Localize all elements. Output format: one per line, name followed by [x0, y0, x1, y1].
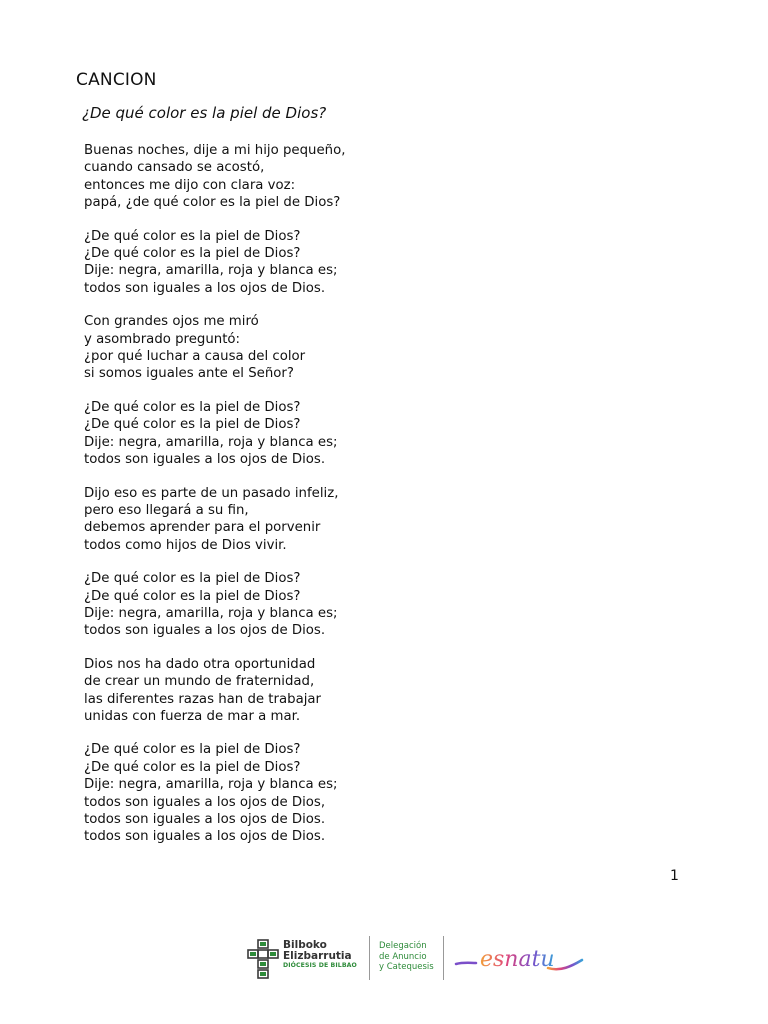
- esnatu-wordmark: esnatu: [480, 947, 555, 972]
- song-title: ¿De qué color es la piel de Dios?: [82, 104, 327, 122]
- lyric-line: ¿De qué color es la piel de Dios?: [84, 742, 301, 758]
- diocese-name: [283, 940, 357, 970]
- lyric-line: ¿De qué color es la piel de Dios?: [84, 228, 301, 244]
- lyric-line: todos son iguales a los ojos de Dios.: [84, 623, 326, 639]
- lyric-line: todos son iguales a los ojos de Dios.: [84, 452, 326, 468]
- delegation-line3: y Catequesis: [379, 962, 434, 972]
- page-heading: CANCION: [76, 70, 157, 90]
- lyric-line: ¿De qué color es la piel de Dios?: [84, 399, 301, 415]
- lyric-line: y asombrado preguntó:: [84, 331, 241, 347]
- lyric-line: ¿De qué color es la piel de Dios?: [84, 571, 301, 587]
- lyric-line: ¿por qué luchar a causa del color: [84, 349, 306, 365]
- lyric-line: todos son iguales a los ojos de Dios.: [84, 280, 326, 296]
- stanza: [84, 228, 504, 298]
- lyrics-body: [84, 142, 504, 862]
- stanza: [84, 570, 504, 640]
- footer-divider: [369, 936, 370, 980]
- delegation-line2: de Anuncio: [379, 951, 427, 962]
- delegation-text: [379, 941, 434, 973]
- diocese-seal-icon: [246, 938, 280, 980]
- lyric-line: papá, ¿de qué color es la piel de Dios?: [84, 195, 341, 211]
- stanza: [84, 142, 504, 212]
- lyric-line: debemos aprender para el porvenir: [84, 520, 321, 536]
- lyric-line: Dije: negra, amarilla, roja y blanca es;: [84, 263, 338, 279]
- lyric-line: si somos iguales ante el Señor?: [84, 366, 294, 382]
- stanza: [84, 485, 504, 555]
- lyric-line: unidas con fuerza de mar a mar.: [84, 708, 301, 724]
- lyric-line: ¿De qué color es la piel de Dios?: [84, 759, 301, 775]
- lyric-line: cuando cansado se acostó,: [84, 160, 265, 176]
- lyric-line: entonces me dijo con clara voz:: [84, 177, 296, 193]
- lyric-line: Buenas noches, dije a mi hijo pequeño,: [84, 143, 346, 158]
- page-number: 1: [670, 868, 679, 884]
- lyric-line: todos son iguales a los ojos de Dios.: [84, 812, 326, 827]
- lyric-line: ¿De qué color es la piel de Dios?: [84, 417, 301, 433]
- lyric-line: Dije: negra, amarilla, roja y blanca es;: [84, 605, 338, 621]
- lyric-line: Dije: negra, amarilla, roja y blanca es;: [84, 434, 338, 450]
- lyric-line: Dijo eso es parte de un pasado infeliz,: [84, 485, 339, 501]
- lyric-line: Con grandes ojos me miró: [84, 314, 259, 330]
- diocese-name-line3: DIÓCESIS DE BILBAO: [283, 962, 357, 969]
- lyric-line: todos son iguales a los ojos de Dios,: [84, 794, 326, 810]
- stanza: [84, 313, 504, 383]
- lyric-line: ¿De qué color es la piel de Dios?: [84, 246, 301, 262]
- lyric-line: todos como hijos de Dios vivir.: [84, 537, 287, 553]
- lyric-line: Dios nos ha dado otra oportunidad: [84, 656, 316, 672]
- delegation-line1: Delegación: [379, 941, 427, 951]
- lyric-line: de crear un mundo de fraternidad,: [84, 674, 315, 690]
- lyric-line: ¿De qué color es la piel de Dios?: [84, 588, 301, 604]
- lyric-line: las diferentes razas han de trabajar: [84, 691, 322, 707]
- diocese-name-line2: Elizbarrutia: [283, 950, 352, 962]
- diocese-name-line1: Bilboko: [283, 939, 327, 951]
- stanza: [84, 741, 504, 845]
- lyric-line: todos son iguales a los ojos de Dios.: [84, 829, 326, 845]
- stanza: [84, 399, 504, 469]
- lyric-line: Dije: negra, amarilla, roja y blanca es;: [84, 777, 338, 793]
- stanza: [84, 656, 504, 726]
- lyric-line: pero eso llegará a su fin,: [84, 502, 249, 518]
- footer-logos: [246, 934, 586, 984]
- footer-divider: [443, 936, 444, 980]
- esnatu-logo: [452, 938, 586, 978]
